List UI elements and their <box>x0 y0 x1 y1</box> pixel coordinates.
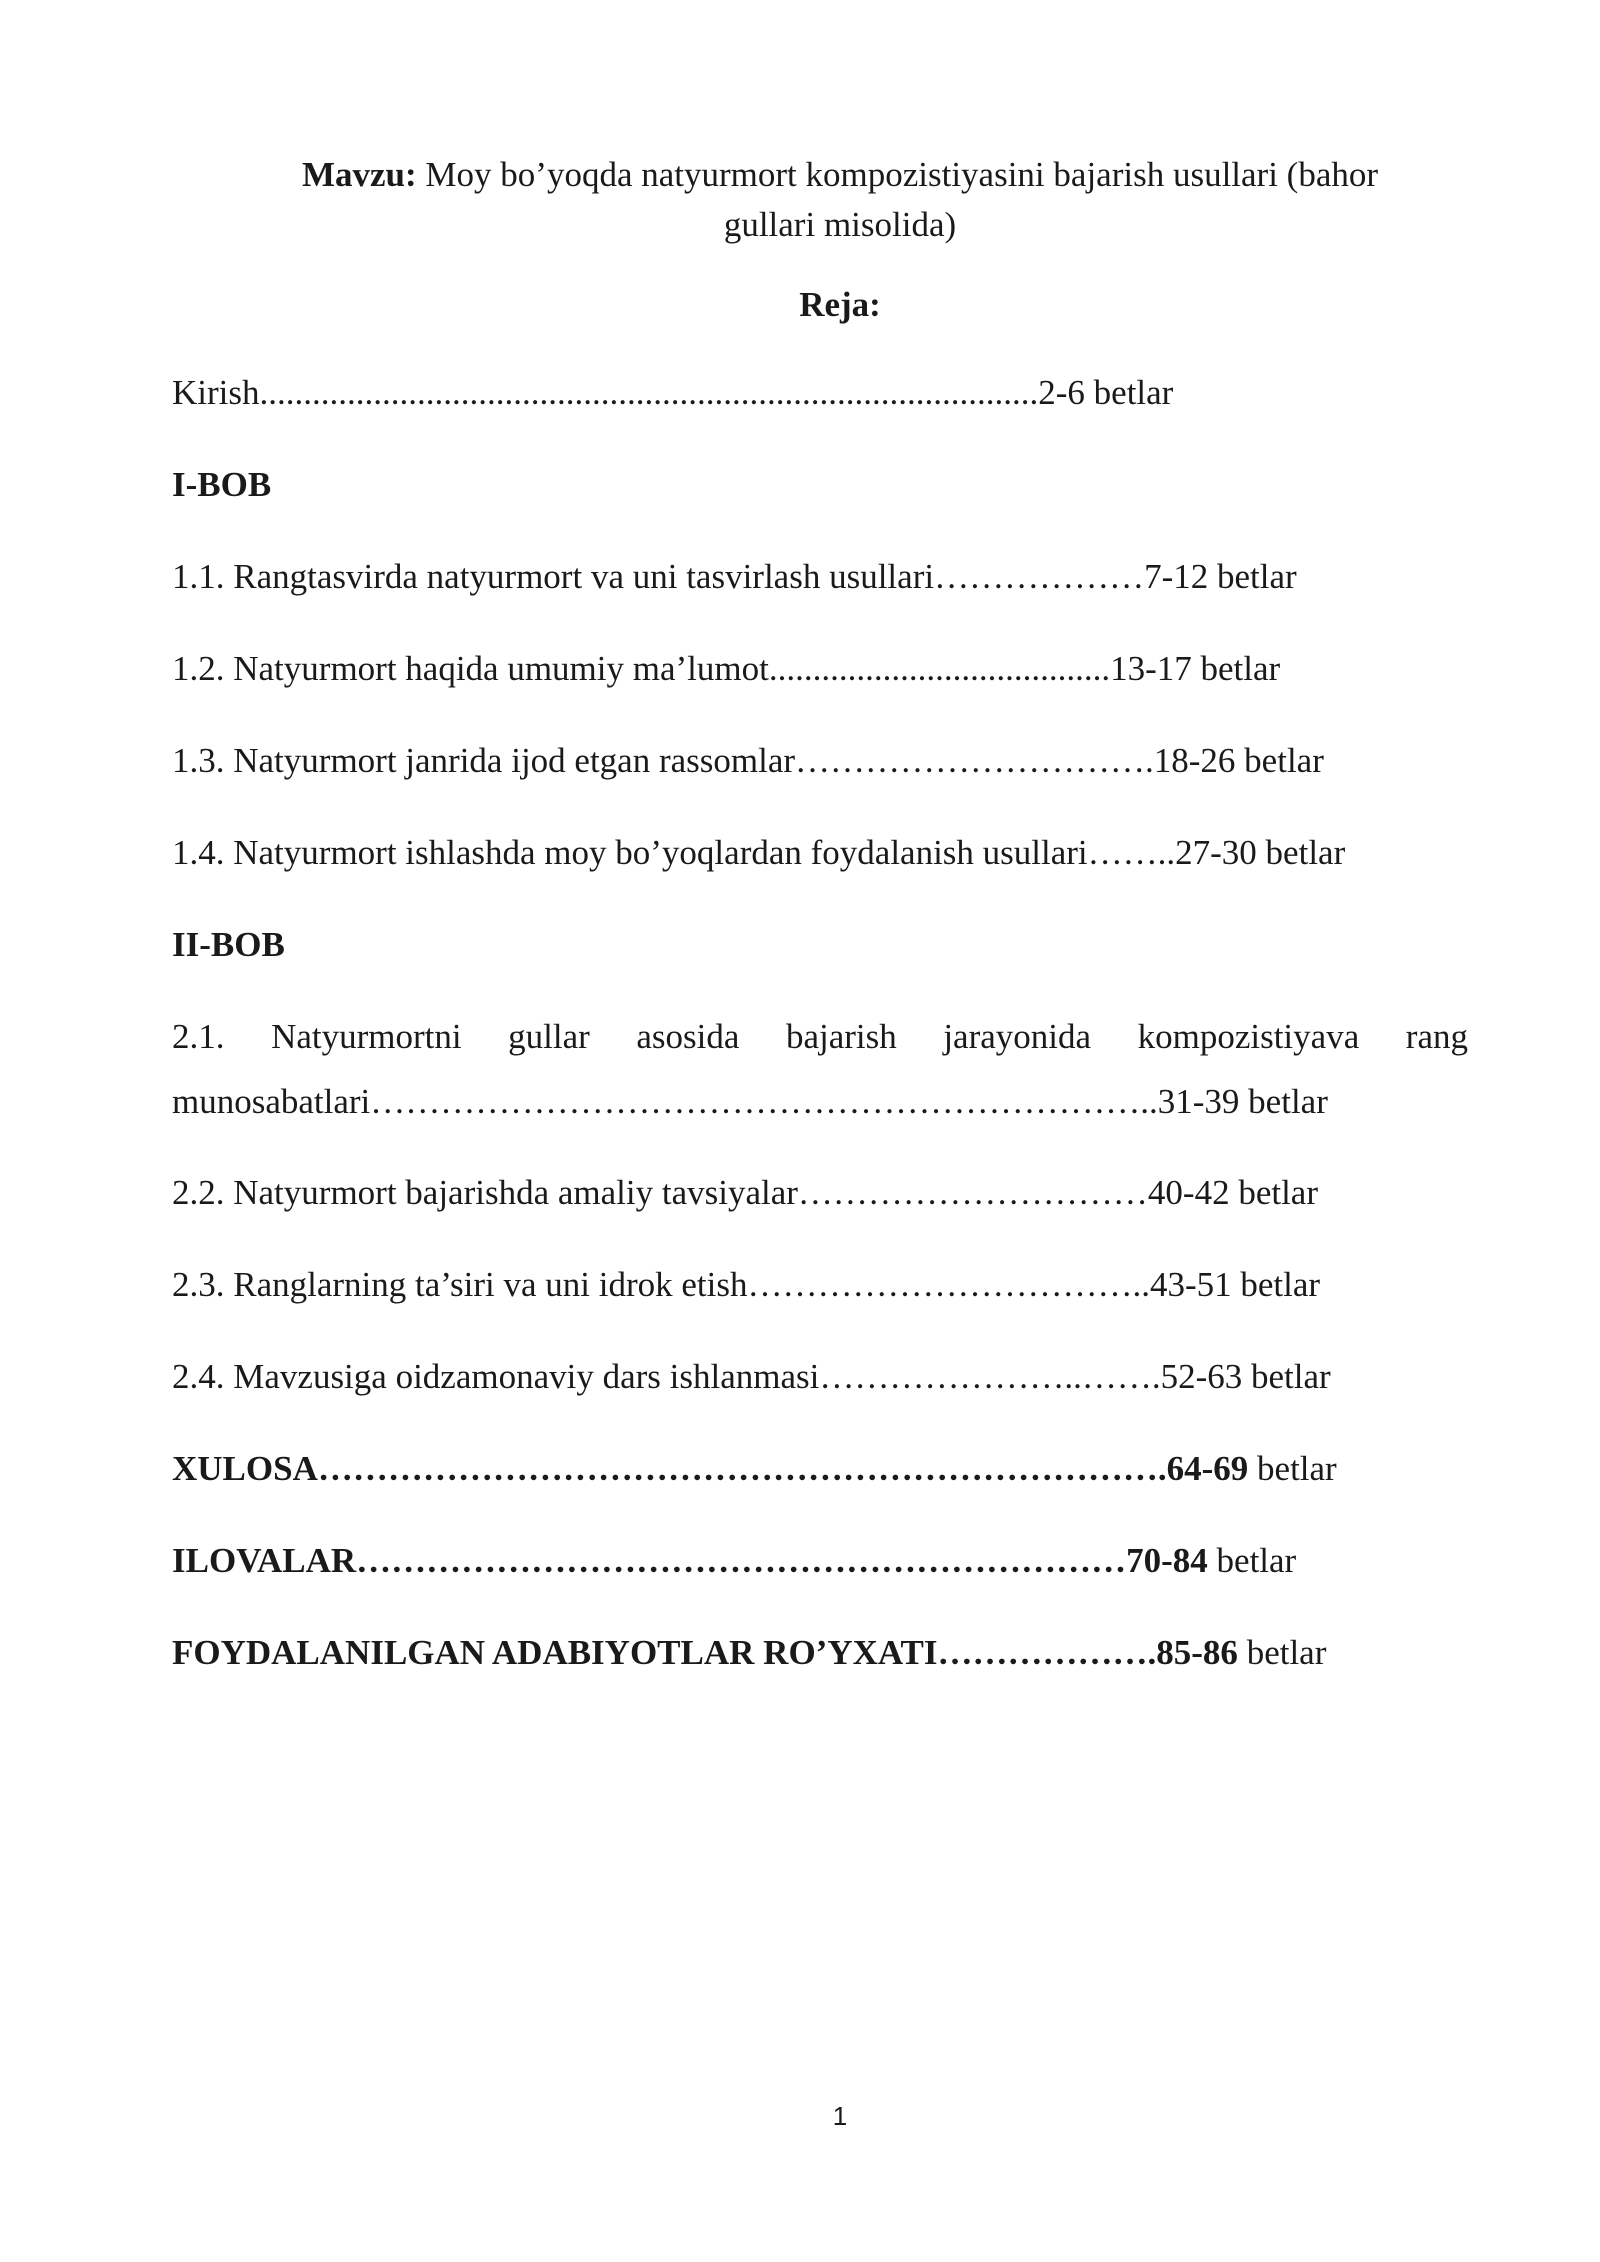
toc-item-2-1-line2: munosabatlari…………………………………………………………..31-39 betlar <box>172 1082 1328 1121</box>
toc-item-foydalanilgan-bold: FOYDALANILGAN ADABIYOTLAR RO’YXATI……………….85-86 <box>172 1633 1238 1672</box>
chapter-heading-1: I-BOB <box>172 465 272 504</box>
toc-item-ilovalar-rest: betlar <box>1207 1541 1297 1580</box>
toc-item-2-1-word: Natyurmortni <box>271 1017 462 1056</box>
toc-item-2-1-word: rang <box>1405 1017 1468 1056</box>
toc-item-2-1-word: kompozistiyava <box>1137 1017 1360 1056</box>
chapter-heading-2: II-BOB <box>172 925 285 964</box>
toc-item-ilovalar <box>172 1536 1296 1586</box>
toc-item-1-4: 1.4. Natyurmort ishlashda moy bo’yoqlardan foydalanish usullari……..27-30 betlar <box>172 833 1346 872</box>
toc-item-2-1-word: bajarish <box>785 1017 897 1056</box>
toc-item-2-1-word: jarayonida <box>943 1017 1092 1056</box>
toc-item-xulosa-bold: XULOSA……………………………………………………………….64-69 <box>172 1449 1249 1488</box>
title-label: Mavzu: <box>301 155 417 194</box>
toc-item-2-1-word: gullar <box>508 1017 590 1056</box>
toc-item-2-4: 2.4. Mavzusiga oidzamonaviy dars ishlanmasi…………………..…….52-63 betlar <box>172 1357 1331 1396</box>
toc-item-xulosa-rest: betlar <box>1248 1449 1337 1488</box>
toc-item-2-1-line1 <box>172 1012 1468 1062</box>
toc-item-2-2: 2.2. Natyurmort bajarishda amaliy tavsiyalar…………………………40-42 betlar <box>172 1173 1318 1212</box>
toc-item-foydalanilgan-rest: betlar <box>1237 1633 1327 1672</box>
plan-heading: Reja: <box>799 285 881 324</box>
title-text: Moy bo’yoqda natyurmort kompozistiyasini bajarish usullari (bahor <box>416 155 1379 194</box>
title-text-line2: gullari misolida) <box>723 205 957 244</box>
toc-item-2-1-word: asosida <box>636 1017 740 1056</box>
toc-item-ilovalar-bold: ILOVALAR…………………………………………………………70-84 <box>172 1541 1208 1580</box>
document-title <box>250 150 1430 250</box>
toc-item-1-3: 1.3. Natyurmort janrida ijod etgan rassomlar………………………….18-26 betlar <box>172 741 1324 780</box>
toc-item-1-1: 1.1. Rangtasvirda natyurmort va uni tasvirlash usullari………………7-12 betlar <box>172 557 1297 596</box>
toc-item-1-2: 1.2. Natyurmort haqida umumiy ma’lumot.......................................13-17 betlar <box>172 649 1281 688</box>
toc-item-kirish: Kirish.........................................................................................2-6 betlar <box>172 373 1174 412</box>
toc-item-xulosa <box>172 1444 1337 1494</box>
toc-item-foydalanilgan <box>172 1628 1326 1678</box>
page-number: 1 <box>832 2101 848 2131</box>
toc-item-2-3: 2.3. Ranglarning ta’siri va uni idrok etish……………………………..43-51 betlar <box>172 1265 1321 1304</box>
toc-item-2-1-word: 2.1. <box>172 1017 225 1056</box>
